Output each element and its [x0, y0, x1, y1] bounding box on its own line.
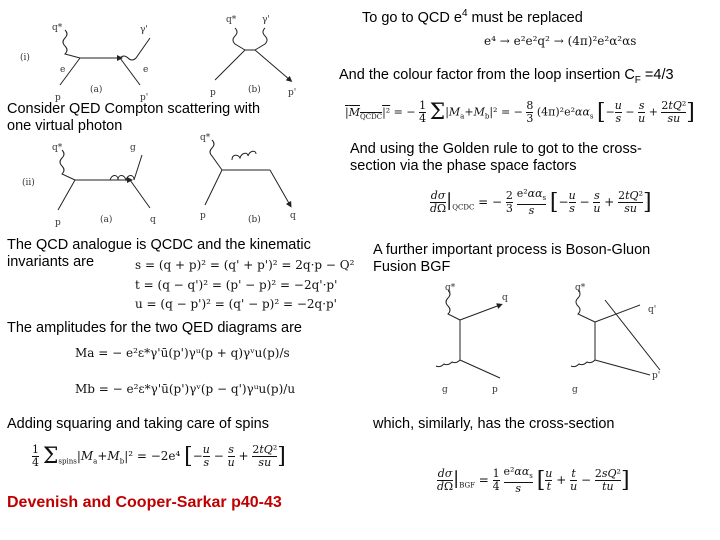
label-g-bgf-b: g [572, 385, 578, 395]
diagram-bgf-a [436, 283, 508, 395]
diagram-i-b [210, 15, 296, 98]
label-g-bgf: g [442, 385, 448, 395]
label-p: p [55, 93, 61, 103]
row-ii-label: (ii) [22, 178, 35, 188]
label-b-ii: (b) [248, 215, 261, 225]
label-p-bgf: p [492, 385, 498, 395]
qcdc-matrix-element-equation: $|M_{QCDC}|^2$ = − $\frac{1}{4}$ $\Sigma|M_a+M_b|^2$ = − $\frac{8}{3}$ $(4\pi)^2e^2\alpha\alpha_s$ [− $\frac{u}{s}$ − $\frac{s}{u}$ + $\frac{\text{2tQ²}}{su}$ ] [345, 99, 695, 125]
label-p-prime-bgf-b: p' [652, 371, 661, 381]
qcdc-text: The QCD analogue is QCDC and the kinematic invariants are [7, 237, 311, 270]
reference-citation: Devenish and Cooper-Sarkar p40-43 [7, 494, 282, 511]
similarly-text: which, similarly, has the cross-section [373, 416, 615, 432]
diagram-ii-b [200, 133, 296, 225]
row-i-label: (i) [20, 53, 30, 63]
diagram-i-a [52, 23, 150, 103]
squaring-text: Adding squaring and taking care of spins [7, 416, 269, 432]
label-p-b: p [210, 88, 216, 98]
label-q-iib: q [290, 211, 296, 221]
spin-summed-equation: $\frac{1}{4}$ $\Sigma_{spins}|M_a+M_b|^2 = -2e^4$ [− $\frac{u}{s}$ − $\frac{s}{u}$ + $\frac{\text{2tQ²}}{su}$ ] [32, 443, 286, 469]
label-q-star: q* [52, 23, 63, 33]
label-gamma-prime: γ' [140, 25, 148, 35]
label-p-ii: p [55, 218, 61, 228]
invariant-t-equation: t = (q − q')² = (p' − p)² = −2q'·p' [135, 278, 338, 292]
amplitude-b-equation: Mb = − e²ε*γ'ū(p')γᵛ(p − q')γᵘu(p)/u [75, 382, 296, 396]
label-p-iib: p [200, 211, 206, 221]
invariant-s-equation: s = (q + p)² = (q' + p')² = 2q·p − Q² [135, 258, 355, 272]
replace-equation: e⁴ → e²e²q² → (4π)²e²α²αs [484, 34, 637, 48]
label-p-prime: p' [140, 93, 149, 103]
qcdc-cross-section-equation: $\frac{d\sigma}{d\Omega}$ $|_{QCDC}$ = − $\frac{2}{3}$ $\frac{e^2\alpha\alpha_s}{s}$ [− $\frac{u}{s}$ − $\frac{s}{u}$ + $\frac{\text{2tQ²}}{su}$ ] [430, 187, 652, 218]
bgf-cross-section-equation: $\frac{d\sigma}{d\Omega}$ $|_{BGF}$ = $\frac{1}{4}$ $\frac{e^2\alpha\alpha_s}{s}$ [ $\frac{u}{t}$ + $\frac{t}{u}$ − $\frac{\text{2sQ²}}{tu}$ ] [437, 465, 630, 496]
label-b-i: (b) [248, 85, 261, 95]
label-p-prime-b: p' [288, 88, 297, 98]
label-q-star-bgf-b: q* [575, 283, 586, 293]
label-q-star-iib: q* [200, 133, 211, 143]
qcd-replace-text: To go to QCD $e^4$ must be replaced [362, 8, 583, 26]
bgf-text: A further important process is Boson-Gluon Fusion BGF [373, 242, 651, 275]
label-q-star-b: q* [226, 15, 237, 25]
label-e-out: e [143, 65, 149, 75]
diagram-bgf-b [571, 283, 660, 395]
label-q-prime-bgf-b: q' [648, 305, 657, 315]
label-q-star-bgf: q* [445, 283, 456, 293]
diagram-ii-a [52, 143, 156, 228]
compton-text: Consider QED Compton scattering with one virtual photon [7, 101, 261, 134]
label-g-ii: g [130, 143, 136, 153]
amplitude-a-equation: Ma = − e²ε*γ'ū(p')γᵘ(p + q)γᵛu(p)/s [75, 346, 290, 360]
label-q-ii: q [150, 215, 156, 225]
label-q-star-ii: q* [52, 143, 63, 153]
label-q-bgf: q [502, 293, 508, 303]
amplitudes-text: The amplitudes for the two QED diagrams are [7, 320, 302, 336]
invariant-u-equation: u = (q − p')² = (q' − p)² = −2q·p' [135, 297, 337, 311]
colour-factor-text: And the colour factor from the loop insertion $C_F =4/3$ [339, 67, 674, 86]
label-a-i: (a) [90, 85, 103, 95]
label-e: e [60, 65, 66, 75]
golden-rule-text: And using the Golden rule to got to the cross- section via the phase space factors [350, 141, 642, 174]
label-a-ii: (a) [100, 215, 113, 225]
label-gamma-prime-b: γ' [262, 15, 270, 25]
